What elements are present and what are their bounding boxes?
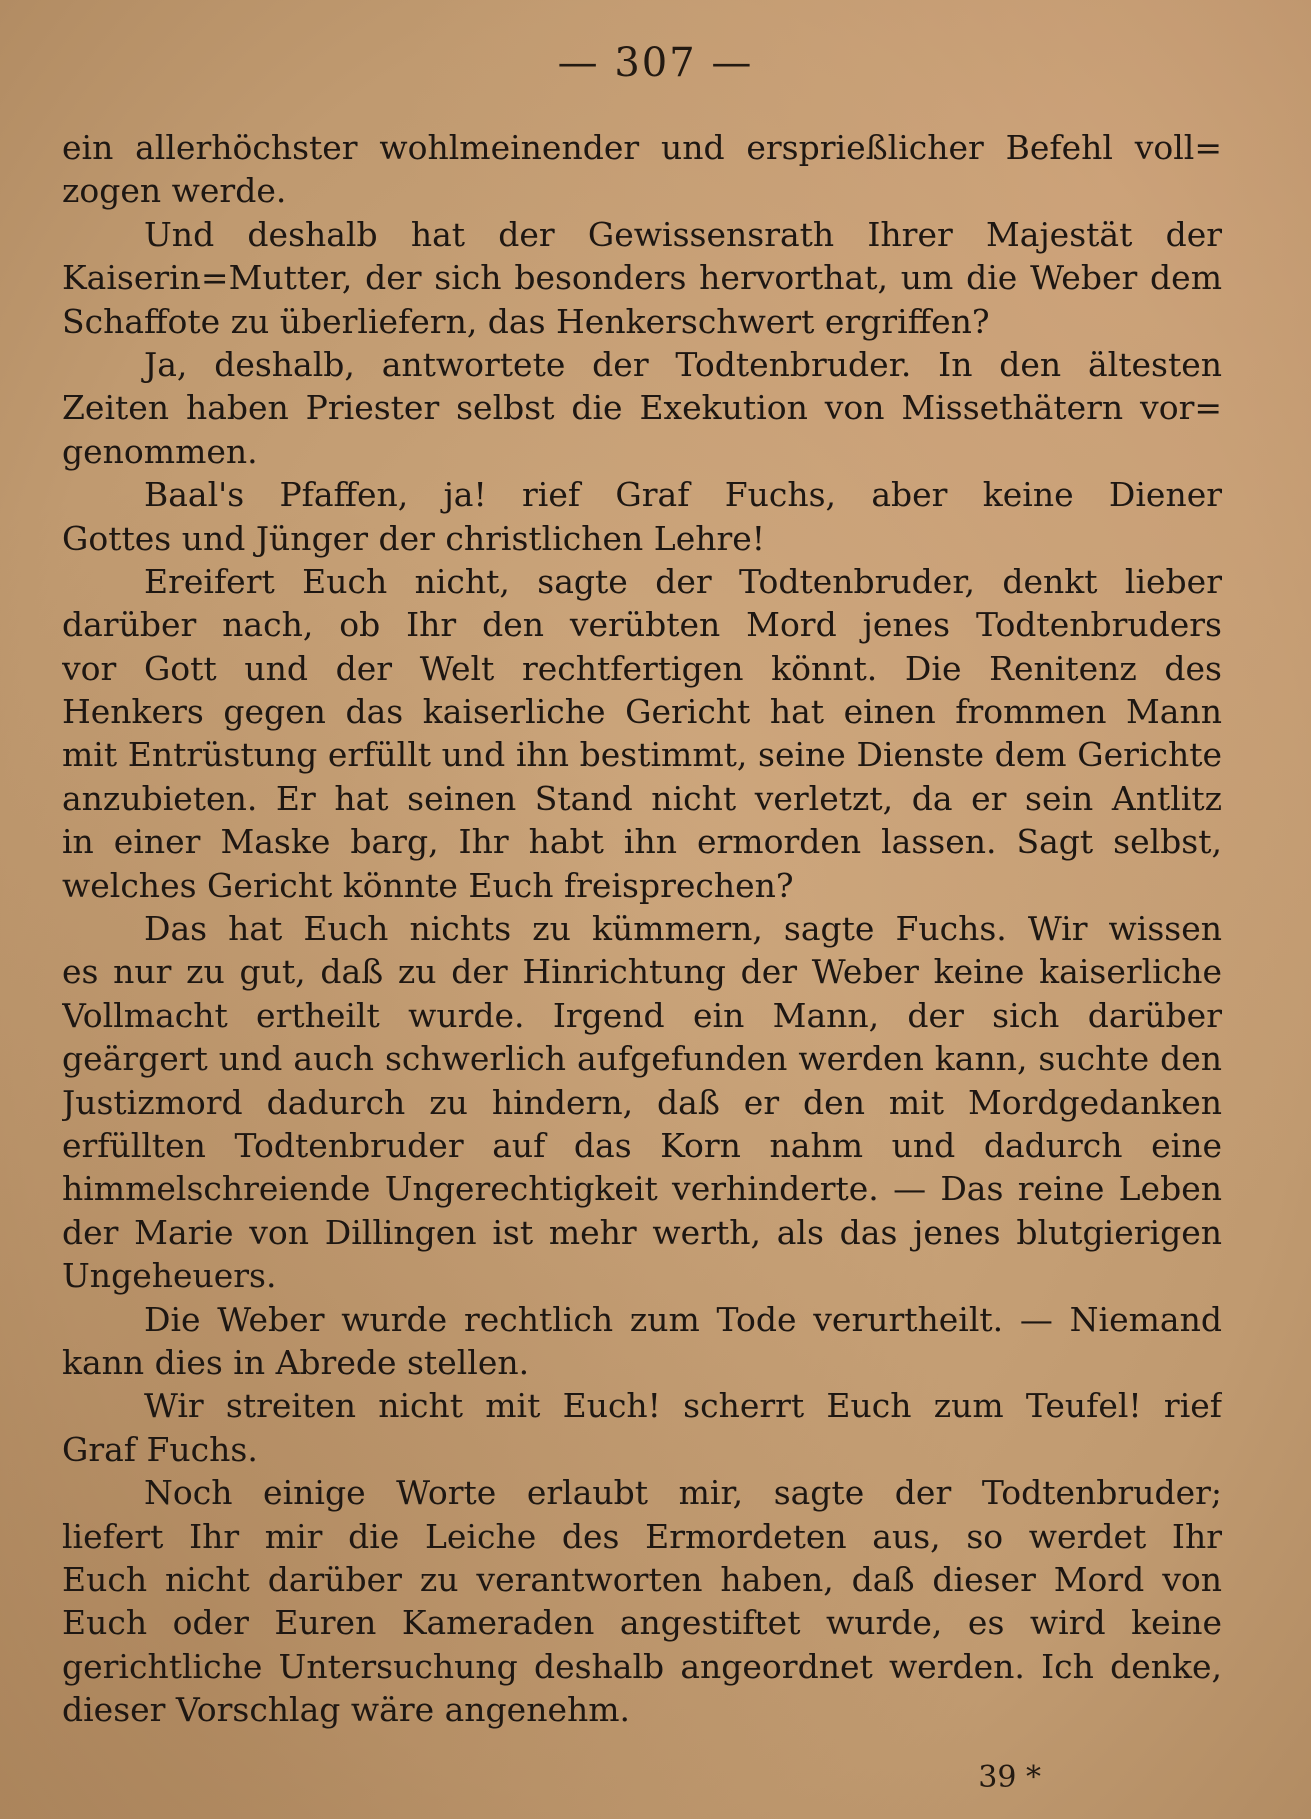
text-line: Ereifert Euch nicht, sagte der Todtenbruder, denkt lieber (144, 561, 1222, 601)
text-line: anzubieten. Er hat seinen Stand nicht verletzt, da er sein Antlitz (62, 778, 1222, 818)
text-line: kann dies in Abrede stellen. (62, 1342, 530, 1382)
text-line: der Marie von Dillingen ist mehr werth, als das jenes blutgierigen (62, 1212, 1222, 1252)
text-line: liefert Ihr mir die Leiche des Ermordeten aus, so werdet Ihr (62, 1516, 1222, 1556)
text-line: Ja, deshalb, antwortete der Todtenbruder. In den ältesten (144, 344, 1222, 384)
text-line: welches Gericht könnte Euch freisprechen? (62, 865, 794, 905)
signature-mark: 39 * (978, 1760, 1041, 1795)
text-line: zogen werde. (62, 171, 287, 211)
text-line: erfüllten Todtenbruder auf das Korn nahm und dadurch eine (62, 1125, 1222, 1165)
text-line: Graf Fuchs. (62, 1429, 258, 1469)
text-line: gerichtliche Untersuchung deshalb angeordnet werden. Ich denke, (62, 1646, 1222, 1686)
text-line: Vollmacht ertheilt wurde. Irgend ein Mann, der sich darüber (62, 995, 1222, 1035)
text-line: mit Entrüstung erfüllt und ihn bestimmt, seine Dienste dem Gerichte (62, 735, 1222, 775)
text-line: Henkers gegen das kaiserliche Gericht hat einen frommen Mann (62, 692, 1222, 732)
text-line: Die Weber wurde rechtlich zum Tode verurtheilt. — Niemand (144, 1299, 1222, 1339)
text-line: Baal's Pfaffen, ja! rief Graf Fuchs, aber keine Diener (144, 475, 1222, 515)
text-line: Ungeheuers. (62, 1256, 277, 1296)
text-line: vor Gott und der Welt rechtfertigen könnt. Die Renitenz des (62, 648, 1222, 688)
text-line: geärgert und auch schwerlich aufgefunden werden kann, suchte den (62, 1039, 1222, 1079)
text-line: darüber nach, ob Ihr den verübten Mord jenes Todtenbruders (62, 605, 1222, 645)
text-line: Gottes und Jünger der christlichen Lehre! (62, 518, 766, 558)
text-line: ein allerhöchster wohlmeinender und ersprießlicher Befehl voll= (62, 128, 1222, 167)
text-line: Euch nicht darüber zu verantworten haben, daß dieser Mord von (62, 1559, 1222, 1599)
text-line: Das hat Euch nichts zu kümmern, sagte Fuchs. Wir wissen (144, 909, 1222, 949)
text-line: genommen. (62, 431, 258, 471)
text-line: es nur zu gut, daß zu der Hinrichtung der Weber keine kaiserliche (62, 952, 1222, 992)
text-line: Euch oder Euren Kameraden angestiftet wurde, es wird keine (62, 1603, 1222, 1643)
text-line: Und deshalb hat der Gewissensrath Ihrer Majestät der (144, 214, 1222, 254)
text-line: Schaffote zu überliefern, das Henkerschwert ergriffen? (62, 301, 990, 341)
page-number: — 307 — (557, 40, 754, 86)
text-line: Noch einige Worte erlaubt mir, sagte der Todtenbruder; (144, 1473, 1222, 1513)
text-line: dieser Vorschlag wäre angenehm. (62, 1690, 631, 1730)
text-line: in einer Maske barg, Ihr habt ihn ermorden lassen. Sagt selbst, (62, 822, 1222, 862)
text-line: himmelschreiende Ungerechtigkeit verhinderte. — Das reine Leben (62, 1169, 1222, 1209)
text-line: Justizmord dadurch zu hindern, daß er den mit Mordgedanken (62, 1082, 1222, 1122)
text-line: Kaiserin=Mutter, der sich besonders hervorthat, um die Weber dem (62, 258, 1222, 298)
page-text (62, 126, 1222, 1731)
text-line: Zeiten haben Priester selbst die Exekution von Missethätern vor= (62, 388, 1222, 428)
text-line: Wir streiten nicht mit Euch! scherrt Euch zum Teufel! rief (144, 1386, 1222, 1426)
